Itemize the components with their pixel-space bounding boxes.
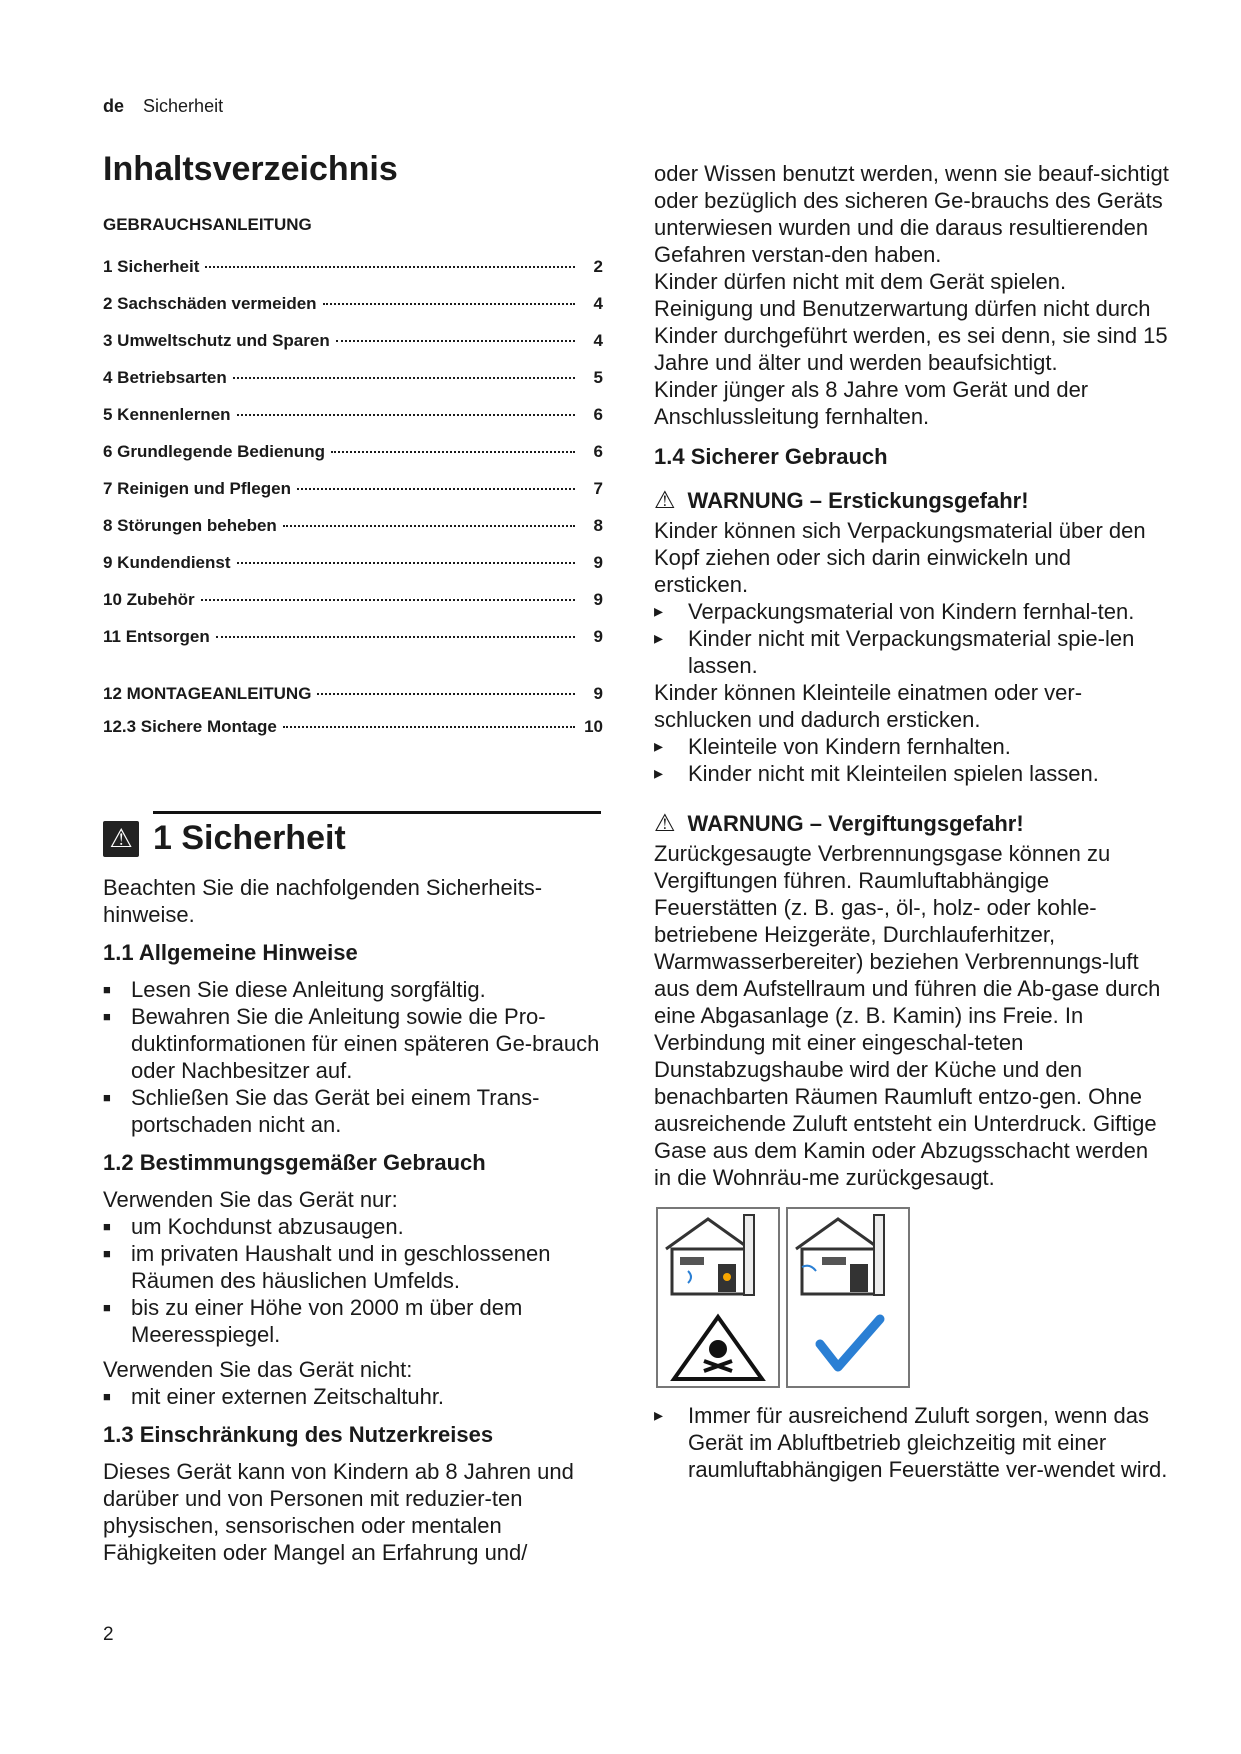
toc-entry-label: 10 Zubehör bbox=[103, 590, 195, 609]
toc-entry bbox=[103, 516, 603, 553]
toc-leader bbox=[283, 726, 575, 728]
list-item: ■ Schließen Sie das Gerät bei einem Trans-portschaden nicht an. bbox=[103, 1084, 603, 1138]
toc-entry bbox=[103, 405, 603, 442]
language-code: de bbox=[103, 96, 125, 116]
list-item: ■ mit einer externen Zeitschaltuhr. bbox=[103, 1383, 603, 1410]
toc-subtitle: GEBRAUCHSANLEITUNG bbox=[103, 215, 312, 234]
user-group-continued: oder Wissen benutzt werden, wenn sie beauf-sichtigt oder bezüglich des sicheren Ge-brauchs des Geräts unterwiesen wurden und die daraus resultierenden Gefahren verstan-den haben. bbox=[654, 161, 1169, 267]
toc-entry-page: 9 bbox=[593, 627, 603, 646]
toc-entry-page: 4 bbox=[593, 294, 603, 313]
page-number: 2 bbox=[103, 1624, 114, 1645]
warning-triangle-icon: ⚠ bbox=[654, 487, 676, 514]
list-item: ■ bis zu einer Höhe von 2000 m über dem Meeresspiegel. bbox=[103, 1294, 603, 1348]
cleaning-note: Reinigung und Benutzerwartung dürfen nicht durch Kinder durchgeführt werden, es sei denn, sie sind 15 Jahre und älter und werden beaufsichtigt. bbox=[654, 296, 1168, 375]
toc-entry-label: 12.3 Sichere Montage bbox=[103, 717, 277, 736]
notuse-intro: Verwenden Sie das Gerät nicht: bbox=[103, 1357, 413, 1382]
toc-leader bbox=[237, 562, 575, 564]
toc-entry-page: 2 bbox=[593, 257, 603, 276]
chapter-rule bbox=[153, 811, 601, 814]
children-play-note: Kinder dürfen nicht mit dem Gerät spielen. bbox=[654, 269, 1067, 294]
toc-entry-label: 8 Störungen beheben bbox=[103, 516, 277, 535]
toc-entry-label: 1 Sicherheit bbox=[103, 257, 200, 276]
toc-leader bbox=[297, 488, 575, 490]
chapter-intro: Beachten Sie die nachfolgenden Sicherheits-hinweise. bbox=[103, 875, 543, 927]
notuse-list bbox=[103, 1383, 603, 1410]
page-header bbox=[103, 96, 223, 117]
toc-leader bbox=[331, 451, 575, 453]
list-item: ■ Lesen Sie diese Anleitung sorgfältig. bbox=[103, 976, 603, 1003]
toc-entry-label: 12 MONTAGEANLEITUNG bbox=[103, 684, 312, 703]
left-column bbox=[103, 150, 603, 1566]
toc-entry bbox=[103, 257, 603, 294]
toc-entry-page: 8 bbox=[593, 516, 603, 535]
section-heading-1-4: 1.4 Sicherer Gebrauch bbox=[654, 444, 888, 469]
list-item: ▸ Kinder nicht mit Kleinteilen spielen lassen. bbox=[654, 760, 1169, 787]
toc-entry-page: 6 bbox=[593, 442, 603, 461]
toc-leader bbox=[216, 636, 575, 638]
toc-entry-label: 11 Entsorgen bbox=[103, 627, 210, 646]
action-list bbox=[654, 1402, 1169, 1483]
toc-entry bbox=[103, 294, 603, 331]
toc-leader bbox=[201, 599, 575, 601]
toc-list bbox=[103, 257, 603, 751]
toc-entry-label: 7 Reinigen und Pflegen bbox=[103, 479, 291, 498]
toc-leader bbox=[233, 377, 575, 379]
toc-leader bbox=[283, 525, 575, 527]
list-item: ▸ Kinder nicht mit Verpackungsmaterial spie-len lassen. bbox=[654, 625, 1169, 679]
warning-text: Kinder können Kleinteile einatmen oder ver-schlucken und dadurch ersticken. bbox=[654, 680, 1083, 732]
use-intro: Verwenden Sie das Gerät nur: bbox=[103, 1187, 398, 1212]
section-heading-1-1: 1.1 Allgemeine Hinweise bbox=[103, 940, 358, 965]
toc-entry-page: 6 bbox=[593, 405, 603, 424]
toc-entry-page: 5 bbox=[593, 368, 603, 387]
toc-entry-page: 10 bbox=[584, 717, 603, 736]
section-heading-1-2: 1.2 Bestimmungsgemäßer Gebrauch bbox=[103, 1150, 486, 1175]
toc-entry-label: 5 Kennenlernen bbox=[103, 405, 231, 424]
warning-text: Zurückgesaugte Verbrennungsgase können zu Vergiftungen führen. Raumluftabhängige Feuerstätten (z. B. gas-, öl-, holz- oder kohle-betriebene Heizgeräte, Durchlauferhitzer, Warmwasserbereiter) beziehen Verbrennungs-luft aus dem Aufstellraum und führen die Ab-gase durch eine Abgasanlage (z. B. Kamin) ins Freie. In Verbindung mit einer eingeschal-teten Dunstabzugshaube wird der Küche und den benachbarten Räumen Raumluft entzo-gen. Ohne ausreichende Zuluft entsteht ein Unterdruck. Giftige Gase aus dem Kamin oder Abzugsschacht werden in die Wohnräu-me zurückgesaugt. bbox=[654, 841, 1161, 1190]
user-group-paragraph: Dieses Gerät kann von Kindern ab 8 Jahren und darüber und von Personen mit reduzier-ten physischen, sensorischen oder mentalen Fähigkeiten oder Mangel an Erfahrung und/ bbox=[103, 1459, 574, 1565]
toc-title: Inhaltsverzeichnis bbox=[103, 150, 398, 188]
toc-entry bbox=[103, 479, 603, 516]
action-list bbox=[654, 598, 1169, 679]
list-item: ■ um Kochdunst abzusaugen. bbox=[103, 1213, 603, 1240]
warning-text: Kinder können sich Verpackungsmaterial über den Kopf ziehen oder sich darin einwickeln und ersticken. bbox=[654, 518, 1146, 597]
house-poison-icon bbox=[656, 1207, 780, 1388]
toc-entry bbox=[103, 590, 603, 627]
toc-entry-page: 7 bbox=[593, 479, 603, 498]
toc-entry-page: 9 bbox=[593, 684, 603, 703]
toc-entry-label: 6 Grundlegende Bedienung bbox=[103, 442, 325, 461]
toc-leader bbox=[317, 693, 575, 695]
chapter-title: 1 Sicherheit bbox=[153, 819, 346, 857]
toc-entry bbox=[103, 442, 603, 479]
ventilation-figure bbox=[656, 1207, 1169, 1388]
toc-entry bbox=[103, 331, 603, 368]
toc-leader bbox=[205, 266, 575, 268]
warning-poisoning bbox=[654, 809, 1169, 838]
warning-title: WARNUNG – Vergiftungsgefahr! bbox=[687, 810, 1024, 836]
toc-entry-label: 3 Umweltschutz und Sparen bbox=[103, 331, 330, 350]
toc-entry bbox=[103, 553, 603, 590]
toc-entry-page: 9 bbox=[593, 553, 603, 572]
toc-entry-label: 9 Kundendienst bbox=[103, 553, 231, 572]
chapter-safety bbox=[103, 811, 603, 858]
toc-entry-label: 2 Sachschäden vermeiden bbox=[103, 294, 317, 313]
list-item: ▸ Verpackungsmaterial von Kindern fernhal-ten. bbox=[654, 598, 1169, 625]
toc-entry-page: 4 bbox=[593, 331, 603, 350]
toc-leader bbox=[323, 303, 575, 305]
header-section: Sicherheit bbox=[143, 96, 224, 116]
toc-entry-page: 9 bbox=[593, 590, 603, 609]
toc-leader bbox=[237, 414, 575, 416]
general-notes-list bbox=[103, 976, 603, 1138]
list-item: ▸ Kleinteile von Kindern fernhalten. bbox=[654, 733, 1169, 760]
toc-entry bbox=[103, 627, 603, 664]
toc-entry-label: 4 Betriebsarten bbox=[103, 368, 227, 387]
warning-icon: ⚠ bbox=[103, 821, 139, 857]
warning-suffocation bbox=[654, 486, 1169, 515]
warning-title: WARNUNG – Erstickungsgefahr! bbox=[687, 487, 1029, 513]
list-item: ■ Bewahren Sie die Anleitung sowie die Pro-duktinformationen für einen späteren Ge-brauch oder Nachbesitzer auf. bbox=[103, 1003, 603, 1084]
toc-leader bbox=[336, 340, 575, 342]
use-list bbox=[103, 1213, 603, 1348]
list-item: ▸ Immer für ausreichend Zuluft sorgen, wenn das Gerät im Abluftbetrieb gleichzeitig mit einer raumluftabhängigen Feuerstätte ver-wendet wird. bbox=[654, 1402, 1169, 1483]
house-checkmark-icon bbox=[786, 1207, 910, 1388]
right-column bbox=[654, 160, 1169, 1483]
toc-entry bbox=[103, 368, 603, 405]
section-heading-1-3: 1.3 Einschränkung des Nutzerkreises bbox=[103, 1422, 494, 1447]
list-item: ■ im privaten Haushalt und in geschlossenen Räumen des häuslichen Umfelds. bbox=[103, 1240, 603, 1294]
warning-triangle-icon: ⚠ bbox=[654, 810, 676, 837]
toc-entry bbox=[103, 717, 603, 751]
action-list bbox=[654, 733, 1169, 787]
toc-entry bbox=[103, 684, 603, 717]
age-note: Kinder jünger als 8 Jahre vom Gerät und der Anschlussleitung fernhalten. bbox=[654, 377, 1089, 429]
